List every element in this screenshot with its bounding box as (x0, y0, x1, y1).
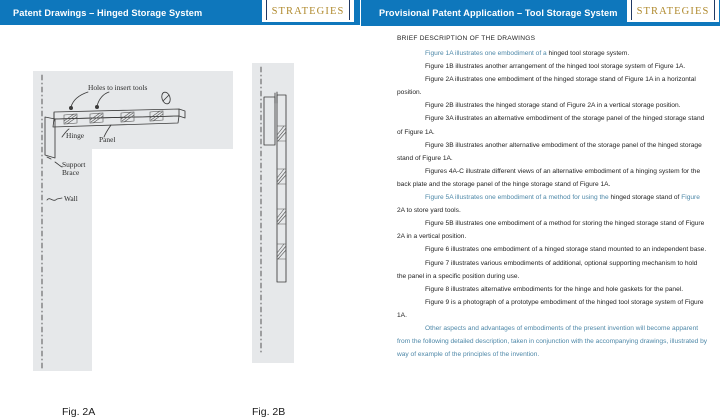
holes-leader-dot-2 (95, 105, 99, 109)
holes-leader-dot-1 (69, 106, 73, 110)
label-holes: Holes to insert tools (88, 83, 148, 92)
drawings-pane (0, 25, 360, 418)
label-support-brace-2: Brace (62, 168, 80, 177)
figure-2b (252, 45, 294, 385)
document-paragraph (397, 257, 708, 283)
header-left-title: Patent Drawings – Hinged Storage System (13, 7, 203, 18)
tool-icon (160, 91, 171, 105)
tool-holes (277, 126, 286, 259)
figure-2a-caption: Fig. 2A (62, 406, 96, 418)
label-wall: Wall (64, 194, 78, 203)
support-brace-leader (55, 162, 62, 167)
highlighted-text: Figure (681, 194, 700, 202)
holes-leader-2 (97, 92, 109, 106)
strategies-logo-left (266, 0, 350, 20)
body-text: Figure 3B illustrates another alternative embodiment of the storage panel of the hinged storage stand of Figure 1A. (397, 141, 702, 162)
header-divider (360, 0, 361, 25)
body-text: Figure 2A illustrates one embodiment of the hinged storage stand of Figure 1A in a horizontal position. (397, 76, 696, 97)
document-body (397, 47, 708, 361)
logo-text: STRATEGIES (636, 6, 710, 17)
label-support-brace-1: Support (62, 160, 86, 169)
document-paragraph (397, 243, 708, 256)
body-text: Figure 2B illustrates the hinged storage stand of Figure 2A in a vertical storage position. (425, 102, 681, 110)
logo-text: STRATEGIES (271, 6, 345, 17)
document-paragraph (397, 112, 708, 138)
figure-2b-sketch (252, 45, 294, 385)
body-text: Figure 3A illustrates an alternative embodiment of the storage panel of the hinged storage stand of Figure 1A. (397, 115, 705, 136)
body-text: hinged tool storage system. (548, 50, 630, 57)
body-text: Figure 1B illustrates another arrangement of the hinged tool storage system of Figure 1A. (425, 63, 686, 71)
logo-plate-left (262, 0, 354, 22)
support-brace-line (47, 157, 51, 159)
body-text: hinged storage stand of (610, 194, 682, 202)
highlighted-text: Figure 5A illustrates one embodiment of a method for using the (425, 194, 611, 202)
holes-leader-1 (71, 92, 88, 107)
panel-vertical (277, 95, 286, 282)
body-text: Figures 4A-C illustrate different views of an alternative embodiment of a hinging system for the back plate and the storage panel of the hinge storage stand of Figure 1A. (397, 167, 701, 188)
figure-2a (33, 45, 233, 385)
document-heading: BRIEF DESCRIPTION OF THE DRAWINGS (397, 35, 536, 42)
document-pane (361, 26, 720, 404)
document-paragraph (397, 217, 708, 243)
highlighted-text: Figure 1A illustrates one embodiment of a (425, 50, 549, 57)
figure-2b-caption: Fig. 2B (252, 406, 286, 418)
body-text: Figure 7 illustrates various embodiments of additional, optional supporting mechanism to hold the panel in a specific position during use. (397, 259, 698, 280)
wall-leader (47, 198, 62, 200)
strategies-logo-right (631, 0, 715, 20)
document-paragraph (397, 165, 708, 191)
document-paragraph (397, 191, 708, 217)
document-paragraph (397, 283, 708, 296)
body-text: Figure 6 illustrates one embodiment of a hinged storage stand mounted to an independent base. (425, 246, 707, 254)
back-plate (264, 97, 275, 145)
logo-plate-right (627, 0, 719, 22)
panel-end-cap (179, 109, 185, 118)
body-text: 2A to store yard tools. (397, 207, 461, 215)
document-paragraph (397, 99, 708, 112)
document-paragraph (397, 322, 708, 361)
document-paragraph (397, 296, 708, 322)
body-text: Figure 8 illustrates alternative embodiments for the hinge and hole gaskets for the panel. (425, 285, 684, 293)
body-text: Figure 9 is a photograph of a prototype embodiment of the hinged tool storage system of Figure 1A. (397, 298, 704, 319)
document-paragraph (397, 139, 708, 165)
document-paragraph (397, 47, 708, 60)
body-text: Figure 5B illustrates one embodiment of a method for storing the hinged storage stand of Figure 2A in a vertical position. (397, 220, 705, 241)
document-paragraph (397, 73, 708, 99)
highlighted-text: Other aspects and advantages of embodiments of the present invention will become apparent from the following detailed description, taken in conjunction with the accompanying drawings, illustrated by way of example of the principles of the invention. (397, 324, 708, 359)
header-right-title: Provisional Patent Application – Tool Storage System (379, 7, 618, 18)
label-hinge: Hinge (66, 131, 85, 140)
label-panel: Panel (99, 135, 116, 144)
figure-2a-sketch (33, 45, 233, 385)
document-paragraph (397, 60, 708, 73)
